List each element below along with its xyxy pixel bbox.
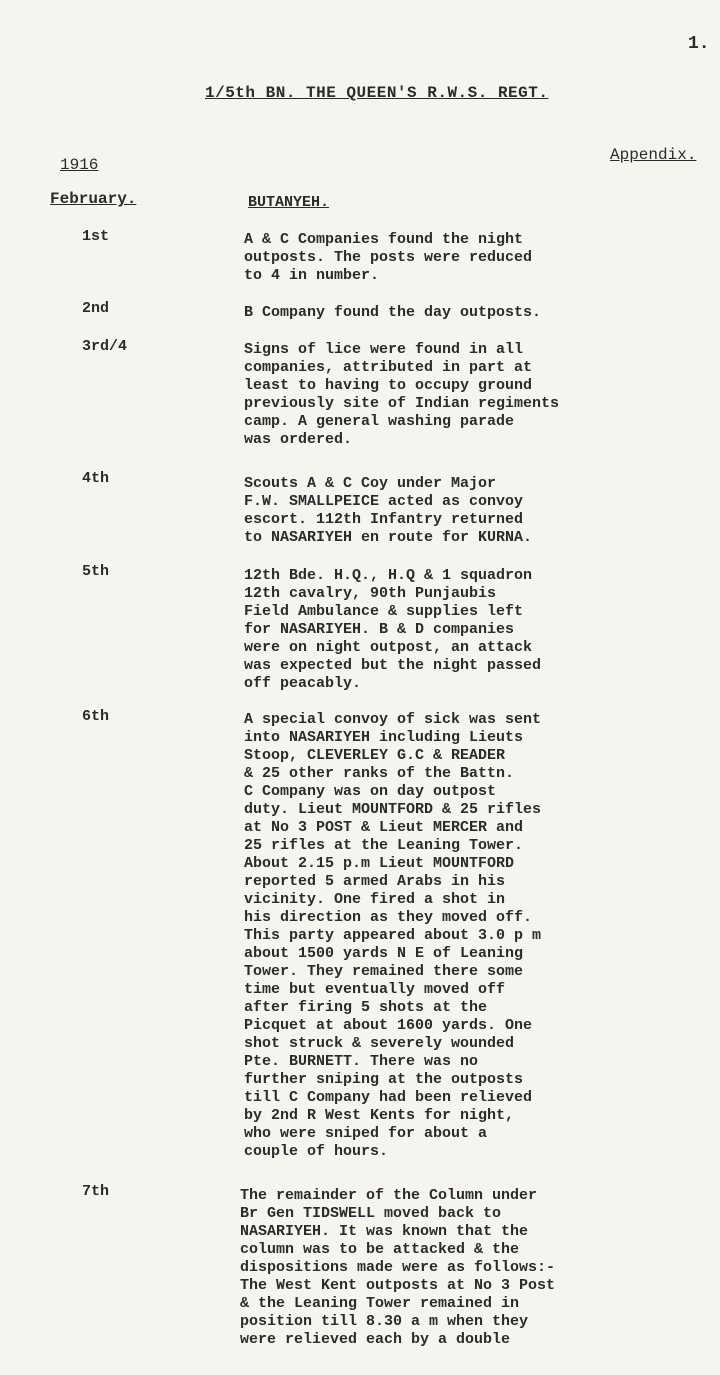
entry-line: was ordered. [244,431,353,448]
entry-line: This party appeared about 3.0 p m [244,927,542,944]
entry-line: Stoop, CLEVERLEY G.C & READER [244,747,506,764]
entry-line: A & C Companies found the night [244,231,524,248]
entry-line: who were sniped for about a [244,1125,488,1142]
entry-line: outposts. The posts were reduced [244,249,533,266]
entry-line: his direction as they moved off. [244,909,533,926]
entry-line: Picquet at about 1600 yards. One [244,1017,533,1034]
location-heading: BUTANYEH. [248,194,330,211]
entry-line: camp. A general washing parade [244,413,515,430]
entry-line: vicinity. One fired a shot in [244,891,506,908]
entry-line: were relieved each by a double [240,1331,511,1348]
entry-line: Tower. They remained there some [244,963,524,980]
entry-line: least to having to occupy ground [244,377,533,394]
entry-line: NASARIYEH. It was known that the [240,1223,529,1240]
entry-line: dispositions made were as follows:- [240,1259,556,1276]
entry-line: into NASARIYEH including Lieuts [244,729,524,746]
entry-text [240,1187,555,1349]
entry-line: previously site of Indian regiments [244,395,560,412]
entry-text [244,231,532,285]
entry-text [244,567,541,693]
entry-text [244,341,559,449]
entry-line: by 2nd R West Kents for night, [244,1107,515,1124]
entry-line: time but eventually moved off [244,981,506,998]
entry-line: about 1500 yards N E of Leaning [244,945,524,962]
entry-line: & 25 other ranks of the Battn. [244,765,515,782]
entry-line: B Company found the day outposts. [244,304,542,321]
entry-date: 6th [82,708,110,725]
page-number: 1. [688,34,710,54]
entry-line: till C Company had been relieved [244,1089,533,1106]
appendix-label: Appendix. [610,146,697,164]
entry-text [244,711,541,1161]
entry-line: further sniping at the outposts [244,1071,524,1088]
entry-line: was expected but the night passed [244,657,542,674]
entry-line: after firing 5 shots at the [244,999,488,1016]
entry-line: A special convoy of sick was sent [244,711,542,728]
entry-line: shot struck & severely wounded [244,1035,515,1052]
entry-line: 12th Bde. H.Q., H.Q & 1 squadron [244,567,533,584]
entry-line: couple of hours. [244,1143,389,1160]
entry-line: duty. Lieut MOUNTFORD & 25 rifles [244,801,542,818]
document-title: 1/5th BN. THE QUEEN'S R.W.S. REGT. [205,84,549,102]
entry-line: for NASARIYEH. B & D companies [244,621,515,638]
entry-line: to 4 in number. [244,267,380,284]
entry-date: 2nd [82,300,110,317]
entry-line: were on night outpost, an attack [244,639,533,656]
month-heading: February. [50,190,137,208]
entry-line: Pte. BURNETT. There was no [244,1053,479,1070]
entry-line: F.W. SMALLPEICE acted as convoy [244,493,524,510]
entry-line: Signs of lice were found in all [244,341,524,358]
entry-date: 5th [82,563,110,580]
entry-line: companies, attributed in part at [244,359,533,376]
entry-line: C Company was on day outpost [244,783,497,800]
entry-date: 3rd/4 [82,338,128,355]
entry-line: Br Gen TIDSWELL moved back to [240,1205,502,1222]
entry-line: position till 8.30 a m when they [240,1313,529,1330]
entry-line: About 2.15 p.m Lieut MOUNTFORD [244,855,515,872]
entry-text [244,304,541,322]
entry-date: 7th [82,1183,110,1200]
entry-line: 12th cavalry, 90th Punjaubis [244,585,497,602]
entry-text [244,475,532,547]
entry-line: Scouts A & C Coy under Major [244,475,497,492]
entry-line: Field Ambulance & supplies left [244,603,524,620]
entry-line: The remainder of the Column under [240,1187,538,1204]
entry-line: off peacably. [244,675,362,692]
entry-date: 1st [82,228,110,245]
entry-line: reported 5 armed Arabs in his [244,873,506,890]
entry-line: column was to be attacked & the [240,1241,520,1258]
entry-line: escort. 112th Infantry returned [244,511,524,528]
entry-line: 25 rifles at the Leaning Tower. [244,837,524,854]
entry-line: The West Kent outposts at No 3 Post [240,1277,556,1294]
entry-line: & the Leaning Tower remained in [240,1295,520,1312]
entry-line: at No 3 POST & Lieut MERCER and [244,819,524,836]
entry-line: to NASARIYEH en route for KURNA. [244,529,533,546]
entry-date: 4th [82,470,110,487]
year-heading: 1916 [60,156,99,174]
